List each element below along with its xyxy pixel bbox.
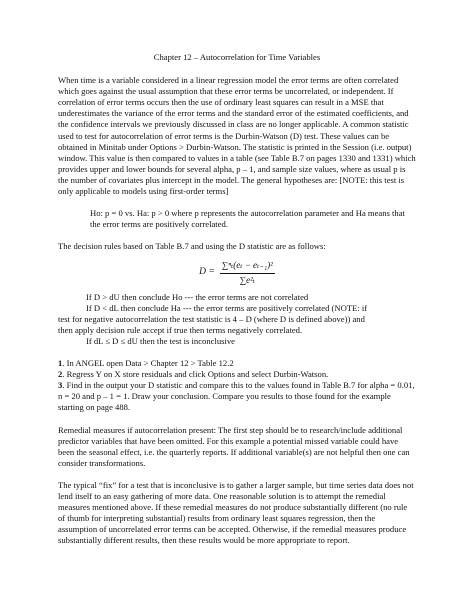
page-title: Chapter 12 – Autocorrelation for Time Variables: [153, 52, 321, 62]
steps-list: [58, 358, 416, 413]
formula-lhs: D =: [199, 267, 215, 278]
step-number: 1: [58, 358, 63, 369]
step-number: 2: [58, 369, 63, 380]
formula-fraction: [220, 260, 275, 285]
decision-rule: If D < dL then conclude Ha --- the error terms are positively correlated (NOTE: if: [86, 302, 368, 313]
decision-rule-continuation: then apply decision rule accept if true then terms negatively correlated.: [58, 324, 303, 335]
step-text: . In ANGEL open Data > Chapter 12 > Table 12.2: [62, 358, 234, 369]
durbin-watson-formula: [58, 260, 416, 285]
step-item: [58, 369, 416, 380]
hypotheses-paragraph: Ho: p = 0 vs. Ha: p > 0 where p represents the autocorrelation parameter and Ha means that the error terms are positively correlated.: [90, 208, 405, 230]
fix-paragraph: The typical “fix” for a test that is inconclusive is to gather a larger sample, but time series data does not lend itself to an easy gathering of more data. One reasonable solution is to attempt the remedial measures mentioned above. If these remedial measures do not produce substantially different (no rule of thumb for interpreting substantial) results from ordinary least squares regression, then the assumption of uncorrelated error terms can be accepted. Otherwise, if the remedial measures produce substantially different results, then these results would be more appropriate to report.: [58, 479, 414, 546]
formula-numerator: ∑ⁿₜ(eₜ − eₜ₋₁)²: [220, 260, 275, 273]
decision-rule-continuation: test for negative autocorrelation the test statistic is 4 – D (where D is defined above)) and: [58, 313, 365, 324]
step-text: . Find in the output your D statistic and compare this to the values found in Table B.7 for alpha = 0.01, n = 20 and p – 1 = 1. Draw your conclusion. Compare you results to those found for the example starting on page 488.: [58, 380, 415, 413]
step-item: [58, 358, 416, 369]
formula-denominator: ∑e²ₜ: [239, 274, 255, 285]
step-number: 3: [58, 380, 63, 391]
decision-rule: If dL ≤ D ≤ dU then the test is inconclusive: [86, 335, 235, 346]
remedial-paragraph: Remedial measures if autocorrelation present: The first step should be to research/include additional predictor variables that have been omitted. For this example a potential missed variable could have been the seasonal effect, i.e. the quarterly reports. If additional variable(s) are not helpful then one can consider transformations.: [58, 424, 410, 468]
decision-rules: [58, 292, 416, 347]
step-item: [58, 380, 416, 413]
decision-rules-intro: The decision rules based on Table B.7 and using the D statistic are as follows:: [58, 241, 326, 252]
decision-rule: If D > dU then conclude Ho --- the error terms are not correlated: [86, 291, 309, 302]
step-text: . Regress Y on X store residuals and click Options and select Durbin-Watson.: [62, 369, 329, 380]
intro-paragraph: When time is a variable considered in a linear regression model the error terms are often correlated which goes against the usual assumption that these error terms be uncorrelated, or independent. If correlation of error terms occurs then the use of ordinary least squares can result in a MSE that underestimates the variance of the error terms and the standard error of the estimated coefficients, and the confidence intervals we previously discussed in class are no longer applicable. A common statistic used to test for autocorrelation of error terms is the Durbin-Watson (D) test. These values can be obtained in Minitab under Options > Durbin-Watson. The statistic is printed in the Session (i.e. output) window. This value is then compared to values in a table (see Table B.7 on pages 1330 and 1331) which provides upper and lower bounds for several alpha, p – 1, and sample size values, where as usual p is the number of covariates plus intercept in the model. The general hypotheses are: [NOTE: this test is only applicable to models using first-order terms]: [58, 75, 416, 197]
